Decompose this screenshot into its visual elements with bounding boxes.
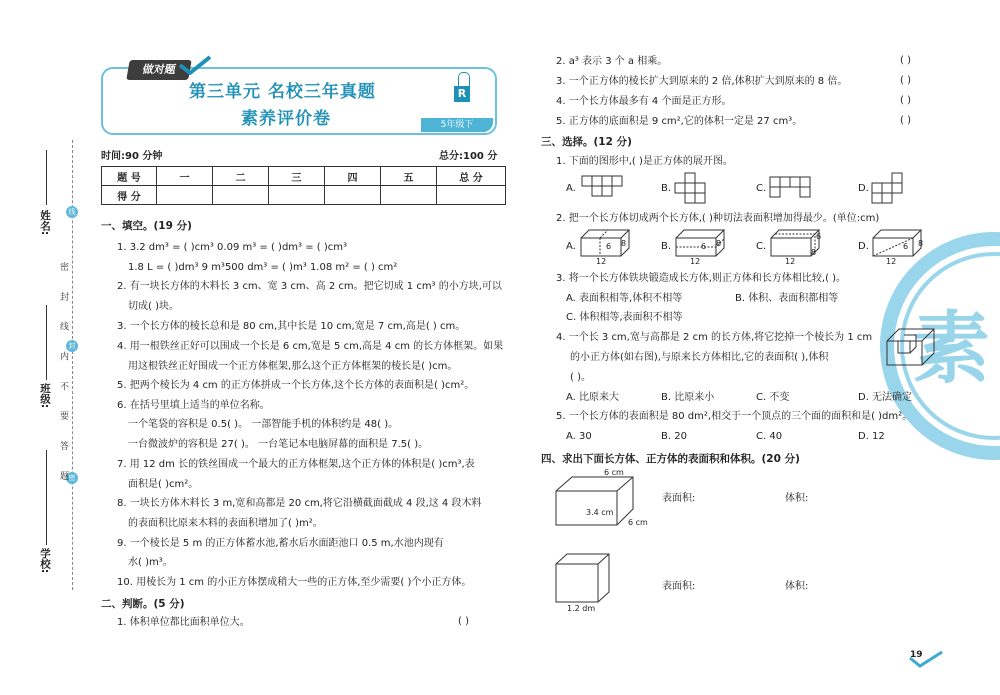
net-figure-b [674,172,708,206]
watermark-glyph: 素 [912,304,991,394]
cube-figure [555,552,611,604]
checkmark-icon [178,55,212,75]
choice-q3: 3. 将一个长方体铁块锻造成长方体,则正方体和长方体相比较,( )。 [556,273,847,284]
score-cell[interactable] [213,186,269,205]
cut-figure-d [872,228,924,266]
net-figure-d [871,172,911,206]
q6-line: 6. 在括号里填上适当的单位名称。 [117,400,270,411]
score-header-cell: 总 分 [437,167,506,186]
judge-item-1: 1. 体积单位都比面积单位大。 [117,617,250,628]
choice-q4-option-b[interactable]: B. 比原来小 [661,392,715,403]
choice-q1-option-c[interactable]: C. [756,183,767,194]
choice-q1-option-a[interactable]: A. [566,183,576,194]
score-table-header [102,167,506,186]
q4-line: 4. 用一根铁丝正好可以围成一个长是 6 cm,宽是 5 cm,高是 4 cm 的长方体框架。如果 [117,341,504,352]
q8-line: 8. 一块长方体木料长 3 m,宽和高都是 20 cm,将它沿横截面截成 4 段,这 4 段木料 [117,498,482,509]
judge-item-4: 4. 一个长方体最多有 4 个面是正方形。 [556,96,732,107]
choice-q2-option-b[interactable]: B. [661,241,672,252]
score-header-cell: 五 [381,167,437,186]
choice-q4-line2: 的小正方体(如右图),与原来长方体相比,它的表面积( ),体积 [570,352,829,363]
dim-eight-c: 8 [811,248,817,257]
page-number: 19 [910,650,923,660]
choice-q4-option-a[interactable]: A. 比原来大 [566,392,620,403]
judge-answer-5[interactable]: ( ) [900,115,911,126]
q1-line: 1.8 L = ( )dm³ 9 m³500 dm³ = ( )m³ 1.08 m² = ( ) cm² [128,262,398,273]
choice-q5: 5. 一个长方体的表面积是 80 dm²,相交于一个顶点的三个面的面积和是( )dm²。 [556,411,913,422]
dim-width-d: 12 [886,257,897,266]
q5-line: 5. 把两个棱长为 4 cm 的正方体拼成一个长方体,这个长方体的表面积是( )cm²。 [117,380,475,391]
cube-area-label: 表面积: [662,581,696,592]
choice-q1-option-b[interactable]: B. [661,183,672,194]
choice-q5-option-a[interactable]: A. 30 [566,431,592,442]
q6-line: 一台微波炉的容积是 27( )。 一台笔记本电脑屏幕的面积是 7.5( )。 [128,439,429,450]
dim-eight-b: 8 [716,239,722,248]
cube-edge-label: 1.2 dm [567,604,596,613]
score-cell[interactable] [381,186,437,205]
part1-title: 一、填空。(19 分) [101,220,192,232]
cuboid-height-label: 3.4 cm [586,508,614,517]
choice-q5-option-d[interactable]: D. 12 [858,431,885,442]
judge-answer-2[interactable]: ( ) [900,55,911,66]
choice-q4-option-d[interactable]: D. 无法确定 [858,392,913,403]
choice-q2: 2. 把一个长方体切成两个长方体,( )种切法表面积增加得最少。(单位:cm) [556,213,880,224]
q6-line: 一个笔袋的容积是 0.5( )。 一部智能手机的体积约是 48( )。 [128,419,399,430]
choice-q4-line1: 4. 一个长 3 cm,宽与高都是 2 cm 的长方体,将它挖掉一个棱长为 1 cm [556,332,873,343]
edition-badge: R [454,86,470,102]
choice-q3-option-b[interactable]: B. 体积、表面积都相等 [735,293,839,304]
score-header-cell: 一 [157,167,213,186]
q9-line: 9. 一个棱长是 5 m 的正方体蓄水池,蓄水后水面距池口 0.5 m,水池内现有 [117,538,444,549]
choice-q4-line3: ( )。 [570,372,591,383]
q3-line: 3. 一个长方体的棱长总和是 80 cm,其中长是 10 cm,宽是 7 cm,高是( ) cm。 [117,321,466,332]
name-line [46,150,47,205]
exam-time: 时间:90 分钟 [101,151,163,162]
cube-volume-label: 体积: [785,581,809,592]
school-line [46,450,47,545]
score-cell[interactable] [325,186,381,205]
cuboid-length-label: 6 cm [604,468,624,477]
judge-answer-3[interactable]: ( ) [900,75,911,86]
score-header-cell: 题 号 [102,167,157,186]
choice-q5-option-b[interactable]: B. 20 [661,431,687,442]
dim-six-b: 6 [701,242,707,251]
school-label: 学校: [39,548,51,574]
seal-dot-3: 密 [66,472,78,484]
score-row-label: 得 分 [102,186,157,205]
class-line [46,305,47,380]
dim-width-a: 12 [596,257,607,266]
choice-q1: 1. 下面的图形中,( )是正方体的展开图。 [556,156,733,167]
dim-eight-a: 8 [621,239,627,248]
page-subtitle: 素养评价卷 [241,109,331,129]
score-cell[interactable] [437,186,506,205]
judge-answer-1[interactable]: ( ) [458,616,469,627]
q10-line: 10. 用棱长为 1 cm 的小正方体摆成稍大一些的正方体,至少需要( )个小正方体。 [117,577,472,588]
q2-line: 切成( )块。 [128,301,179,312]
score-table-row [102,186,506,205]
q2-line: 2. 有一块长方体的木料长 3 cm、宽 3 cm、高 2 cm。把它切成 1 cm³ 的小方块,可以 [117,281,502,292]
badge-zuoduiti: 做对题 [126,60,192,80]
choice-q3-option-c[interactable]: C. 体积相等,表面积不相等 [566,312,683,323]
score-cell[interactable] [269,186,325,205]
dim-width-c: 12 [785,257,796,266]
cuboid-width-label: 6 cm [628,518,648,527]
part4-title: 四、求出下面长方体、正方体的表面积和体积。(20 分) [541,453,800,465]
dim-six-d: 6 [903,242,909,251]
part3-title: 三、选择。(12 分) [541,136,632,148]
choice-q2-option-a[interactable]: A. [566,241,576,252]
judge-item-3: 3. 一个正方体的棱长扩大到原来的 2 倍,体积扩大到原来的 8 倍。 [556,76,848,87]
q4-line: 用这根铁丝正好围成一个正方体框架,那么这个正方体框架的棱长是( )cm。 [128,361,458,372]
choice-q4-option-c[interactable]: C. 不变 [756,392,790,403]
cuboid-area-label: 表面积: [662,493,696,504]
q9-line: 水( )m³。 [128,557,173,568]
carved-box-figure [886,327,936,369]
net-figure-c [769,176,813,200]
judge-item-2: 2. a³ 表示 3 个 a 相乘。 [556,56,668,67]
dim-width-b: 12 [690,257,701,266]
q1-line: 1. 3.2 dm³ = ( )cm³ 0.09 m³ = ( )dm³ = ( )cm³ [117,242,348,253]
binding-strip [0,0,92,695]
class-label: 班级: [39,383,51,409]
checkmark-icon [908,650,944,668]
q8-line: 的表面积比原来木料的表面积增加了( )m²。 [128,518,323,529]
cuboid-volume-label: 体积: [785,493,809,504]
q7-line: 面积是( )cm²。 [128,479,199,490]
part2-title: 二、判断。(5 分) [101,598,185,610]
choice-q3-option-a[interactable]: A. 表面积相等,体积不相等 [566,293,683,304]
seal-dot-2: 封 [66,340,78,352]
dim-six-a: 6 [606,242,612,251]
net-figure-a [581,175,625,205]
choice-q2-option-c[interactable]: C. [756,241,767,252]
score-table [101,166,506,205]
choice-q1-option-d[interactable]: D. [858,183,869,194]
judge-item-5: 5. 正方体的底面积是 9 cm²,它的体积一定是 27 cm³。 [556,116,803,127]
choice-q2-option-d[interactable]: D. [858,241,869,252]
judge-answer-4[interactable]: ( ) [900,95,911,106]
dim-eight-d: 8 [918,239,924,248]
score-header-cell: 二 [213,167,269,186]
page-title: 第三单元 名校三年真题 [189,82,376,102]
seal-dot-1: 线 [66,206,78,218]
q7-line: 7. 用 12 dm 长的铁丝围成一个最大的正方体框架,这个正方体的体积是( )cm³,表 [117,459,475,470]
seal-note: 密 封 线 内 不 要 答 题 [58,262,68,490]
exam-total-score: 总分:100 分 [439,151,498,162]
score-header-cell: 四 [325,167,381,186]
score-cell[interactable] [157,186,213,205]
choice-q5-option-c[interactable]: C. 40 [756,431,783,442]
grade-tag: 5年级下 [421,118,493,132]
name-label: 姓名: [39,210,51,236]
score-header-cell: 三 [269,167,325,186]
dim-six-c: 6 [816,232,822,241]
ribbon-icon [458,72,470,87]
